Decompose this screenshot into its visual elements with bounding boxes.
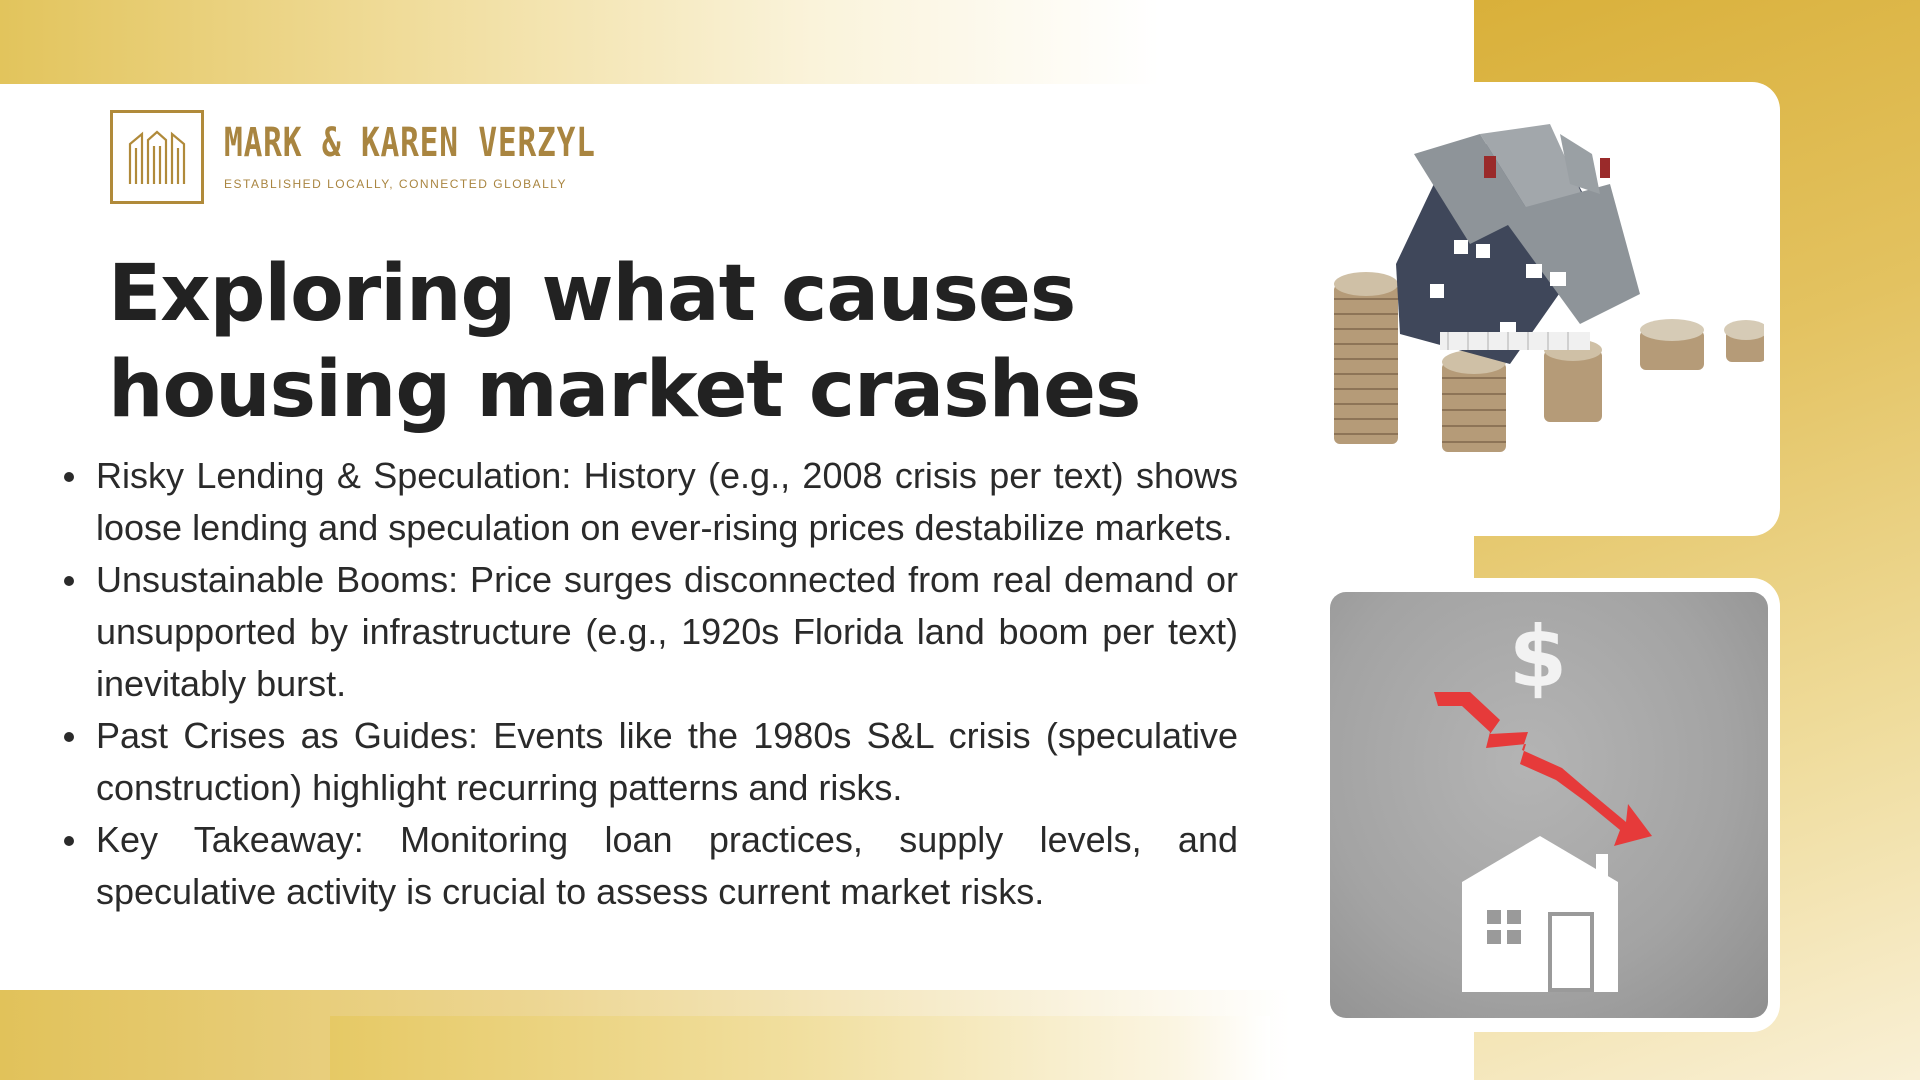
house-icon: [1462, 836, 1618, 992]
bottom-gold-band-inner: [330, 1016, 1270, 1080]
logo-monogram-icon: [110, 110, 204, 204]
brand-name: MARK & KAREN VERZYL: [224, 120, 596, 166]
bullet-dot-icon: [64, 576, 74, 586]
brand-tagline: ESTABLISHED LOCALLY, CONNECTED GLOBALLY: [224, 177, 568, 191]
falling-price-image: [1330, 592, 1768, 1018]
bullet-item: Risky Lending & Speculation: History (e.g., 2008 crisis per text) shows loose lending and speculation on ever-rising prices destabilize markets.: [58, 450, 1238, 554]
bullet-dot-icon: [64, 472, 74, 482]
bullet-item: Unsustainable Booms: Price surges disconnected from real demand or unsupported by infrastructure (e.g., 1920s Florida land boom per text) inevitably burst.: [58, 554, 1238, 710]
house-on-coins-image: [1330, 94, 1764, 520]
dollar-sign-icon: $: [1508, 608, 1568, 706]
title-line-2: housing market crashes: [108, 345, 1141, 435]
model-house-icon: [1396, 124, 1640, 364]
falling-arrow-icon: [1434, 692, 1652, 846]
title-line-1: Exploring what causes: [108, 249, 1076, 339]
top-gold-band: [0, 0, 1160, 84]
house-coins-photo-card: [1316, 82, 1780, 536]
bullet-item: Key Takeaway: Monitoring loan practices, supply levels, and speculative activity is crucial to assess current market risks.: [58, 814, 1238, 918]
brand-logo: [110, 110, 701, 204]
bullet-list: [58, 450, 1238, 918]
price-drop-photo-card: [1316, 578, 1780, 1032]
page-title: [108, 246, 1208, 438]
bullet-dot-icon: [64, 836, 74, 846]
bullet-item: Past Crises as Guides: Events like the 1980s S&L crisis (speculative construction) highlight recurring patterns and risks.: [58, 710, 1238, 814]
bullet-dot-icon: [64, 732, 74, 742]
